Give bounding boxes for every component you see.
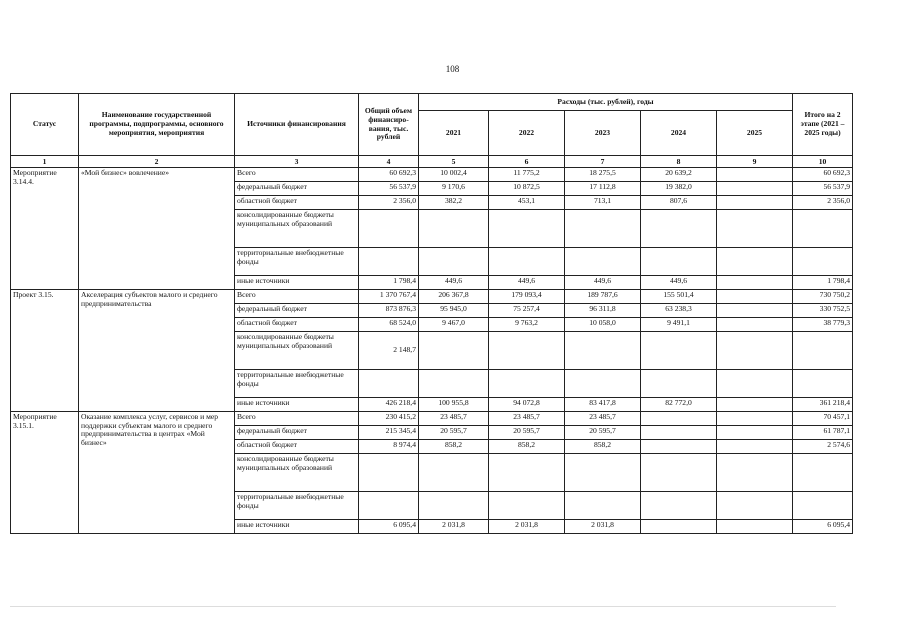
amount-cell <box>565 370 641 398</box>
amount-cell: 2 574,6 <box>793 440 853 454</box>
amount-cell <box>717 398 793 412</box>
amount-cell: 94 072,8 <box>489 398 565 412</box>
amount-cell <box>641 492 717 520</box>
financing-source: Всего <box>235 412 359 426</box>
amount-cell: 56 537,9 <box>359 182 419 196</box>
amount-cell <box>565 248 641 276</box>
table-row <box>11 168 853 182</box>
amount-cell: 18 275,5 <box>565 168 641 182</box>
amount-cell <box>565 332 641 370</box>
header-total-volume: Общий объем финансиро-вания, тыс. рублей <box>359 94 419 156</box>
amount-cell: 19 382,0 <box>641 182 717 196</box>
amount-cell <box>717 454 793 492</box>
amount-cell: 2 031,8 <box>419 520 489 534</box>
amount-cell: 730 750,2 <box>793 290 853 304</box>
amount-cell: 95 945,0 <box>419 304 489 318</box>
amount-cell: 60 692,3 <box>793 168 853 182</box>
header-expenses: Расходы (тыс. рублей), годы <box>419 94 793 111</box>
amount-cell: 449,6 <box>489 276 565 290</box>
financing-source: территориальные внебюджетные фонды <box>235 370 359 398</box>
amount-cell <box>641 332 717 370</box>
financing-source: областной бюджет <box>235 196 359 210</box>
amount-cell: 1 798,4 <box>793 276 853 290</box>
financing-source: консолидированные бюджеты муниципальных образований <box>235 454 359 492</box>
amount-cell <box>489 454 565 492</box>
amount-cell: 10 058,0 <box>565 318 641 332</box>
header-year: 2024 <box>641 111 717 156</box>
amount-cell <box>793 332 853 370</box>
financing-source: федеральный бюджет <box>235 182 359 196</box>
amount-cell: 9 170,6 <box>419 182 489 196</box>
amount-cell: 215 345,4 <box>359 426 419 440</box>
amount-cell: 20 639,2 <box>641 168 717 182</box>
financing-source: территориальные внебюджетные фонды <box>235 248 359 276</box>
amount-cell: 17 112,8 <box>565 182 641 196</box>
amount-cell: 9 763,2 <box>489 318 565 332</box>
amount-cell <box>565 492 641 520</box>
table-row <box>11 290 853 304</box>
amount-cell: 6 095,4 <box>359 520 419 534</box>
amount-cell: 449,6 <box>565 276 641 290</box>
amount-cell <box>419 370 489 398</box>
amount-cell <box>359 248 419 276</box>
amount-cell <box>565 454 641 492</box>
column-number: 7 <box>565 156 641 168</box>
amount-cell: 330 752,5 <box>793 304 853 318</box>
amount-cell <box>641 454 717 492</box>
amount-cell: 155 501,4 <box>641 290 717 304</box>
amount-cell <box>717 196 793 210</box>
row-status: Мероприятие 3.15.1. <box>11 412 79 534</box>
column-number: 10 <box>793 156 853 168</box>
amount-cell <box>641 248 717 276</box>
header-year: 2021 <box>419 111 489 156</box>
amount-cell <box>419 492 489 520</box>
amount-cell: 807,6 <box>641 196 717 210</box>
amount-cell: 63 238,3 <box>641 304 717 318</box>
amount-cell: 713,1 <box>565 196 641 210</box>
column-number: 3 <box>235 156 359 168</box>
amount-cell: 179 093,4 <box>489 290 565 304</box>
column-number: 4 <box>359 156 419 168</box>
amount-cell <box>793 370 853 398</box>
amount-cell: 230 415,2 <box>359 412 419 426</box>
amount-cell <box>717 290 793 304</box>
amount-cell: 11 775,2 <box>489 168 565 182</box>
amount-cell <box>489 248 565 276</box>
column-number: 5 <box>419 156 489 168</box>
amount-cell: 449,6 <box>641 276 717 290</box>
column-number: 6 <box>489 156 565 168</box>
amount-cell <box>717 412 793 426</box>
amount-cell <box>565 210 641 248</box>
amount-cell: 61 787,1 <box>793 426 853 440</box>
financing-source: областной бюджет <box>235 440 359 454</box>
bottom-rule <box>10 606 836 607</box>
header-status: Статус <box>11 94 79 156</box>
amount-cell <box>717 370 793 398</box>
amount-cell <box>359 492 419 520</box>
amount-cell: 2 356,0 <box>793 196 853 210</box>
amount-cell <box>641 370 717 398</box>
column-number: 8 <box>641 156 717 168</box>
amount-cell: 56 537,9 <box>793 182 853 196</box>
amount-cell: 189 787,6 <box>565 290 641 304</box>
amount-cell <box>717 492 793 520</box>
amount-cell: 68 524,0 <box>359 318 419 332</box>
amount-cell: 2 031,8 <box>565 520 641 534</box>
financing-source: федеральный бюджет <box>235 304 359 318</box>
amount-cell: 1 798,4 <box>359 276 419 290</box>
amount-cell: 100 955,8 <box>419 398 489 412</box>
column-number: 1 <box>11 156 79 168</box>
financing-source: территориальные внебюджетные фонды <box>235 492 359 520</box>
header-year: 2023 <box>565 111 641 156</box>
header-sources: Источники финансирования <box>235 94 359 156</box>
row-status: Проект 3.15. <box>11 290 79 412</box>
amount-cell: 20 595,7 <box>489 426 565 440</box>
row-name: «Мой бизнес» вовлечение» <box>79 168 235 290</box>
amount-cell: 206 367,8 <box>419 290 489 304</box>
amount-cell <box>419 454 489 492</box>
amount-cell <box>419 210 489 248</box>
amount-cell: 20 595,7 <box>565 426 641 440</box>
amount-cell <box>641 520 717 534</box>
amount-cell: 2 148,7 <box>359 332 419 370</box>
amount-cell <box>717 276 793 290</box>
table-body <box>11 168 853 534</box>
amount-cell <box>489 492 565 520</box>
financing-source: консолидированные бюджеты муниципальных образований <box>235 332 359 370</box>
amount-cell: 23 485,7 <box>419 412 489 426</box>
amount-cell <box>489 210 565 248</box>
table-row <box>11 412 853 426</box>
header-year: 2022 <box>489 111 565 156</box>
amount-cell <box>717 304 793 318</box>
amount-cell: 9 467,0 <box>419 318 489 332</box>
amount-cell: 449,6 <box>419 276 489 290</box>
financing-source: областной бюджет <box>235 318 359 332</box>
amount-cell: 858,2 <box>419 440 489 454</box>
amount-cell <box>359 210 419 248</box>
amount-cell: 70 457,1 <box>793 412 853 426</box>
amount-cell: 9 491,1 <box>641 318 717 332</box>
amount-cell: 23 485,7 <box>565 412 641 426</box>
amount-cell <box>793 210 853 248</box>
amount-cell: 83 417,8 <box>565 398 641 412</box>
row-status: Мероприятие 3.14.4. <box>11 168 79 290</box>
amount-cell <box>641 426 717 440</box>
header-stage-total: Итого на 2 этапе (2021 – 2025 годы) <box>793 94 853 156</box>
amount-cell: 23 485,7 <box>489 412 565 426</box>
amount-cell: 1 370 767,4 <box>359 290 419 304</box>
amount-cell: 75 257,4 <box>489 304 565 318</box>
amount-cell: 8 974,4 <box>359 440 419 454</box>
amount-cell: 2 031,8 <box>489 520 565 534</box>
header-year: 2025 <box>717 111 793 156</box>
amount-cell <box>419 248 489 276</box>
financing-source: федеральный бюджет <box>235 426 359 440</box>
row-name: Оказание комплекса услуг, сервисов и мер поддержки субъектам малого и среднего предпринимательства в центрах «Мой бизнес» <box>79 412 235 534</box>
amount-cell <box>717 210 793 248</box>
amount-cell: 453,1 <box>489 196 565 210</box>
column-number: 2 <box>79 156 235 168</box>
amount-cell <box>717 440 793 454</box>
page-number: 108 <box>445 64 460 74</box>
amount-cell: 2 356,0 <box>359 196 419 210</box>
amount-cell <box>641 210 717 248</box>
financing-source: Всего <box>235 290 359 304</box>
amount-cell <box>641 440 717 454</box>
financing-source: иные источники <box>235 520 359 534</box>
amount-cell <box>793 248 853 276</box>
amount-cell <box>419 332 489 370</box>
amount-cell: 82 772,0 <box>641 398 717 412</box>
table-header <box>11 94 853 168</box>
amount-cell <box>717 248 793 276</box>
header-program: Наименование государственной программы, подпрограммы, основного мероприятия, мероприятия <box>79 94 235 156</box>
amount-cell <box>793 492 853 520</box>
amount-cell: 6 095,4 <box>793 520 853 534</box>
amount-cell <box>717 520 793 534</box>
amount-cell: 382,2 <box>419 196 489 210</box>
amount-cell: 873 876,3 <box>359 304 419 318</box>
financing-source: Всего <box>235 168 359 182</box>
amount-cell <box>717 182 793 196</box>
column-number-row <box>11 156 853 168</box>
amount-cell <box>717 332 793 370</box>
amount-cell: 426 218,4 <box>359 398 419 412</box>
amount-cell <box>717 426 793 440</box>
column-number: 9 <box>717 156 793 168</box>
financing-source: иные источники <box>235 398 359 412</box>
amount-cell <box>641 412 717 426</box>
amount-cell: 60 692,3 <box>359 168 419 182</box>
amount-cell: 858,2 <box>565 440 641 454</box>
budget-table <box>10 93 853 534</box>
amount-cell <box>717 318 793 332</box>
amount-cell <box>359 454 419 492</box>
amount-cell <box>793 454 853 492</box>
amount-cell: 20 595,7 <box>419 426 489 440</box>
amount-cell: 38 779,3 <box>793 318 853 332</box>
amount-cell <box>359 370 419 398</box>
financing-source: иные источники <box>235 276 359 290</box>
amount-cell: 96 311,8 <box>565 304 641 318</box>
financing-source: консолидированные бюджеты муниципальных образований <box>235 210 359 248</box>
amount-cell <box>489 332 565 370</box>
amount-cell: 10 872,5 <box>489 182 565 196</box>
row-name: Акселерация субъектов малого и среднего предпринимательства <box>79 290 235 412</box>
amount-cell: 858,2 <box>489 440 565 454</box>
amount-cell: 10 002,4 <box>419 168 489 182</box>
amount-cell <box>717 168 793 182</box>
amount-cell: 361 218,4 <box>793 398 853 412</box>
amount-cell <box>489 370 565 398</box>
